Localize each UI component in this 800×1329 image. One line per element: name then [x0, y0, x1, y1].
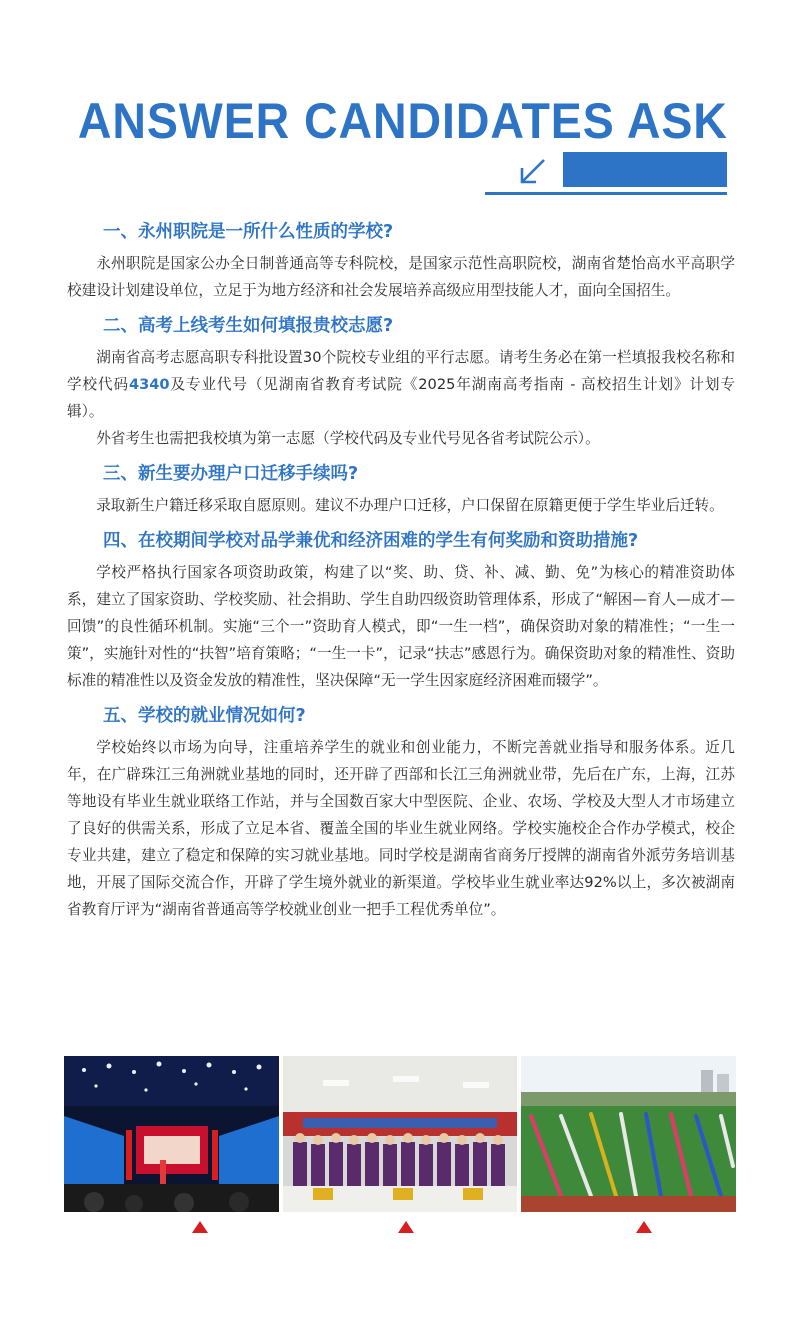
- question-title-4: 四、在校期间学校对品学兼优和经济困难的学生有何奖励和资助措施?: [103, 531, 639, 551]
- red-triangle-icon: [636, 1221, 652, 1233]
- answer-paragraph: 外省考生也需把我校填为第一志愿（学校代码及专业代号见各省考试院公示）。: [96, 430, 600, 447]
- answer-paragraph: 永州职院是国家公办全日制普通高等专科院校，是国家示范性高职院校，湖南省楚怡高水平高职学校建设计划建设单位，立足于为地方经济和社会发展培养高级应用型技能人才，面向全国招生。: [67, 255, 735, 299]
- red-triangle-icon: [398, 1221, 414, 1233]
- arrow-down-left-icon: [516, 156, 548, 188]
- faq-content: [67, 218, 735, 923]
- answer-paragraph: 学校始终以市场为向导，注重培养学生的就业和创业能力，不断完善就业指导和服务体系。近几年，在广辟珠江三角洲就业基地的同时，还开辟了西部和长江三角洲就业带，先后在广东，上海，江苏等地设有毕业生就业联络工作站，并与全国数百家大中型医院、企业、农场、学校及大型人才市场建立了良好的供需关系，形成了立足本省、覆盖全国的毕业生就业网络。学校实施校企合作办学模式，校企专业共建，建立了稳定和保障的实习就业基地。同时学校是湖南省商务厅授牌的湖南省外派劳务培训基地，开展了国际交流合作，开辟了学生境外就业的新渠道。学校毕业生就业率达92%以上，多次被湖南省教育厅评为“湖南省普通高等学校就业创业一把手工程优秀单位”。: [67, 739, 735, 918]
- red-triangle-icon: [192, 1221, 208, 1233]
- answer-paragraph: 录取新生户籍迁移采取自愿原则。建议不办理户口迁移，户口保留在原籍更便于学生毕业后迁转。: [96, 497, 724, 514]
- sports-field-formation-photo: [521, 1056, 736, 1212]
- question-title-2: 二、高考上线考生如何填报贵校志愿?: [103, 316, 394, 336]
- question-title-3: 三、新生要办理户口迁移手续吗?: [103, 464, 359, 484]
- page-title: ANSWER CANDIDATES ASK: [78, 93, 728, 149]
- group-award-photo: [283, 1056, 517, 1212]
- photo-strip: [64, 1056, 736, 1212]
- stage-performance-photo: [64, 1056, 279, 1212]
- answer-paragraph: 湖南省高考志愿高职专科批设置30个院校专业组的平行志愿。请考生务必在第一栏填报我校名称和学校代码4340及专业代号（见湖南省教育考试院《2025年湖南高考指南 - 高校招生计划》计划专辑）。: [67, 349, 735, 420]
- question-title-1: 一、永州职院是一所什么性质的学校?: [103, 222, 394, 242]
- answer-paragraph: 学校严格执行国家各项资助政策，构建了以“奖、助、贷、补、减、勤、免”为核心的精准资助体系，建立了国家资助、学校奖励、社会捐助、学生自助四级资助管理体系，形成了“解困—育人—成才—回馈”的良性循环机制。实施“三个一”资助育人模式，即“一生一档”，确保资助对象的精准性；“一生一策”，实施针对性的“扶智”培育策略；“一生一卡”，记录“扶志”感恩行为。确保资助对象的精准性、资助标准的精准性以及资金发放的精准性，坚决保障“无一学生因家庭经济困难而辍学”。: [67, 564, 735, 689]
- header-accent-bar: [563, 152, 727, 187]
- question-title-5: 五、学校的就业情况如何?: [103, 706, 306, 726]
- school-code: 4340: [128, 376, 170, 393]
- header-underline: [485, 192, 727, 195]
